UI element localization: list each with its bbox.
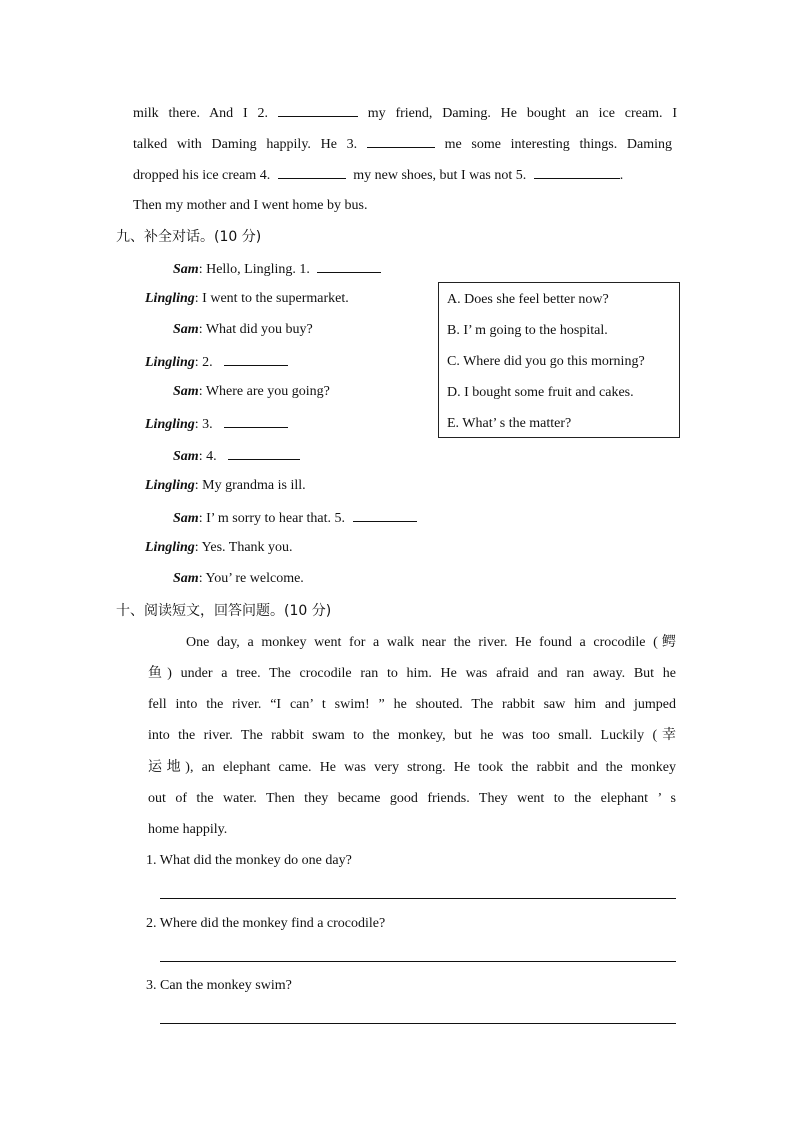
dialogue-line-4: Lingling: 2. (145, 352, 288, 372)
dialogue-line-11: Sam: You’ re welcome. (173, 571, 304, 586)
answer-blank-4[interactable] (278, 165, 346, 179)
dialogue-line-2: Lingling: I went to the supermarket. (145, 291, 349, 306)
reading-line-4: into the river. The rabbit swam to the monkey, but he was too small. Luckily (幸 (148, 728, 676, 743)
question-3: 3. Can the monkey swim? (146, 978, 292, 993)
option-e: E. What’ s the matter? (447, 416, 572, 431)
dialogue-blank-2[interactable] (224, 352, 288, 366)
reading-line-7: home happily. (148, 822, 228, 837)
section-9-heading: 九、补全对话。(10 分) (116, 229, 262, 245)
dialogue-line-8: Lingling: My grandma is ill. (145, 478, 306, 493)
reading-line-6: out of the water. Then they became good friends. They went to the elephant ’ s (148, 791, 676, 806)
section-10-heading: 十、阅读短文，回答问题。(10 分) (116, 603, 332, 619)
reading-line-5: 运地), an elephant came. He was very strong. He took the rabbit and the monkey (148, 760, 676, 775)
dialogue-line-9: Sam: I’ m sorry to hear that. 5. (173, 508, 417, 528)
option-b: B. I’ m going to the hospital. (447, 323, 608, 338)
dialogue-blank-3[interactable] (224, 414, 288, 428)
answer-blank-5[interactable] (534, 165, 620, 179)
dialogue-line-7: Sam: 4. (173, 446, 300, 466)
option-a: A. Does she feel better now? (447, 292, 609, 307)
dialogue-line-6: Lingling: 3. (145, 414, 288, 434)
dialogue-blank-1[interactable] (317, 259, 381, 273)
dialogue-line-3: Sam: What did you buy? (173, 322, 313, 337)
options-box (438, 282, 680, 438)
passage-line-3: dropped his ice cream 4. my new shoes, but I was not 5. . (133, 165, 623, 185)
question-1: 1. What did the monkey do one day? (146, 853, 352, 868)
option-d: D. I bought some fruit and cakes. (447, 385, 634, 400)
answer-line-3[interactable] (160, 1023, 676, 1024)
option-c: C. Where did you go this morning? (447, 354, 645, 369)
dialogue-line-5: Sam: Where are you going? (173, 384, 330, 399)
dialogue-blank-4[interactable] (228, 446, 300, 460)
dialogue-line-10: Lingling: Yes. Thank you. (145, 540, 293, 555)
passage-line-4: Then my mother and I went home by bus. (133, 198, 368, 213)
reading-line-3: fell into the river. “I can’ t swim! ” he shouted. The rabbit saw him and jumped (148, 697, 676, 712)
answer-line-2[interactable] (160, 961, 676, 962)
dialogue-line-1: Sam: Hello, Lingling. 1. (173, 259, 381, 279)
reading-line-2: 鱼) under a tree. The crocodile ran to him. He was afraid and ran away. But he (148, 666, 676, 681)
dialogue-blank-5[interactable] (353, 508, 417, 522)
answer-blank-3[interactable] (367, 134, 435, 148)
question-2: 2. Where did the monkey find a crocodile? (146, 916, 386, 931)
passage-line-2: talked with Daming happily. He 3. me some interesting things. Daming (133, 134, 672, 154)
answer-line-1[interactable] (160, 898, 676, 899)
passage-line-1: milk there. And I 2. my friend, Daming. He bought an ice cream. I (133, 103, 677, 123)
reading-line-1: One day, a monkey went for a walk near the river. He found a crocodile (鳄 (186, 635, 676, 650)
answer-blank-2[interactable] (278, 103, 358, 117)
